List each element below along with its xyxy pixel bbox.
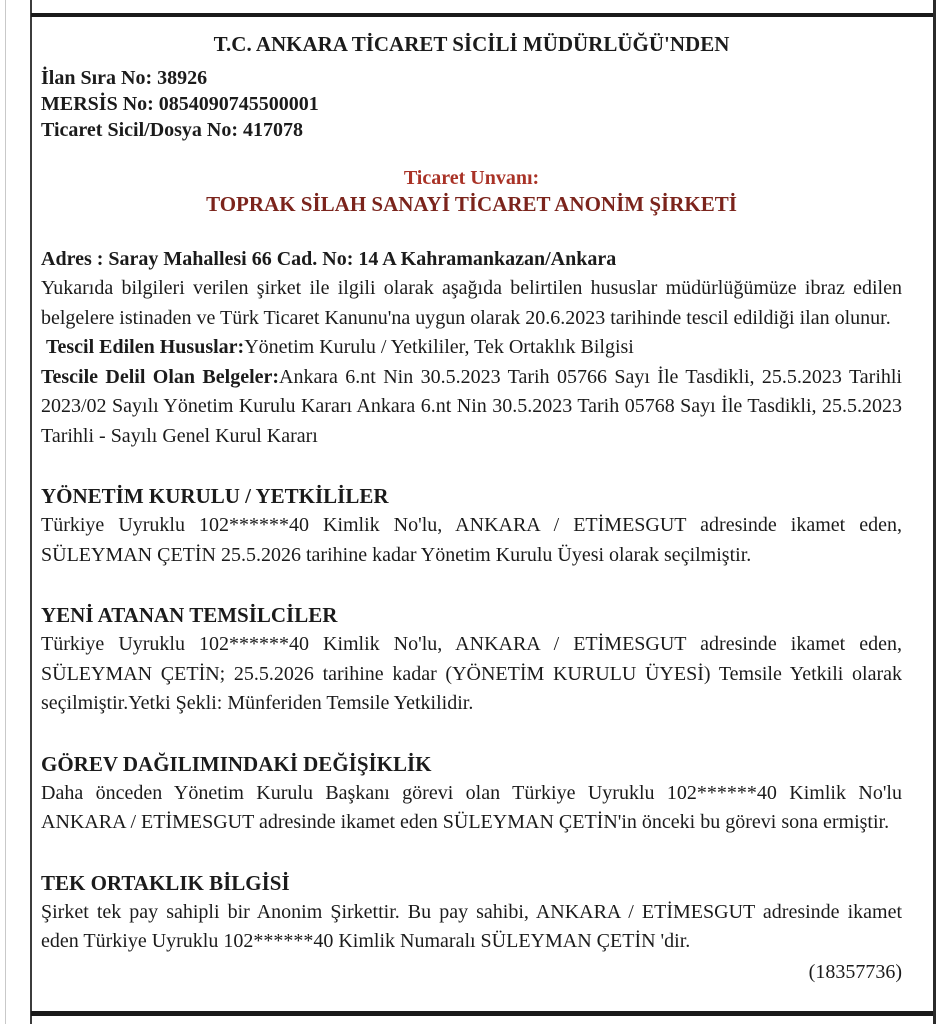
section-role-change-body: Daha önceden Yönetim Kurulu Başkanı görevi olan Türkiye Uyruklu 102******40 Kimlik No'lu ANKARA / ETİMESGUT adresinde ikamet eden SÜLEYMAN ÇETİN'in önceki bu görevi sona ermiştir. <box>41 781 902 833</box>
address-line: Adres : Saray Mahallesi 66 Cad. No: 14 A Kahramankazan/Ankara <box>41 248 617 270</box>
section-sole-ownership <box>41 869 902 957</box>
scan-edge-line <box>5 0 6 1024</box>
trade-registry-file-value: 417078 <box>243 119 304 141</box>
mersis-number-value: 0854090745500001 <box>158 93 319 115</box>
announcement-serial-label: İlan Sıra No: <box>41 67 153 89</box>
announcement-serial-value: 38926 <box>157 67 208 89</box>
registered-matters-line <box>41 333 902 363</box>
trade-registry-file-line <box>41 117 902 143</box>
section-role-change <box>41 750 902 838</box>
section-new-representatives-body: Türkiye Uyruklu 102******40 Kimlik No'lu, ANKARA / ETİMESGUT adresinde ikamet eden, SÜLEYMAN ÇETİN; 25.5.2026 tarihine kadar (YÖNETİM KURULU ÜYESİ) Temsile Yetkili olarak seçilmiştir.Yetki Şekli: Münferiden Temsile Yetkilidir. <box>41 633 902 714</box>
trade-name-label: Ticaret Unvanı: <box>403 167 540 189</box>
evidence-documents-value: Ankara 6.nt Nin 30.5.2023 Tarih 05766 Sayı İle Tasdikli, 25.5.2023 Tarihli 2023/02 Sayılı Yönetim Kurulu Kararı Ankara 6.nt Nin 30.5.2023 Tarih 05768 Sayı İle Tasdikli, 25.5.2023 Tarihli - Sayılı Genel Kurul Kararı <box>41 365 902 447</box>
registered-matters-value: Yönetim Kurulu / Yetkililer, Tek Ortaklık Bilgisi <box>244 336 634 358</box>
registered-matters-label: Tescil Edilen Hususlar: <box>46 336 245 358</box>
section-sole-ownership-body: Şirket tek pay sahipli bir Anonim Şirkettir. Bu pay sahibi, ANKARA / ETİMESGUT adresinde ikamet eden Türkiye Uyruklu 102******40 Kimlik Numaralı SÜLEYMAN ÇETİN 'dir. <box>41 900 902 952</box>
intro-paragraph: Yukarıda bilgileri verilen şirket ile ilgili olarak aşağıda belirtilen hususlar müdürlüğümüze ibraz edilen belgelere istinaden ve Türk Ticaret Kanunu'na uygun olarak 20.6.2023 tarihinde tescil edildiği ilan olunur. <box>41 277 902 329</box>
announcement-serial-line <box>41 65 902 91</box>
trade-name-block <box>41 165 902 218</box>
mersis-number-line <box>41 91 902 117</box>
section-board-members-body: Türkiye Uyruklu 102******40 Kimlik No'lu, ANKARA / ETİMESGUT adresinde ikamet eden, SÜLEYMAN ÇETİN 25.5.2026 tarihine kadar Yönetim Kurulu Üyesi olarak seçilmiştir. <box>41 514 902 566</box>
section-role-change-heading: GÖREV DAĞILIMINDAKİ DEĞİŞİKLİK <box>41 751 432 776</box>
evidence-documents-label: Tescile Delil Olan Belgeler: <box>41 365 280 388</box>
announcement-number: (18357736) <box>808 960 902 983</box>
bottom-border-rule <box>31 1011 933 1016</box>
registry-office-title: T.C. ANKARA TİCARET SİCİLİ MÜDÜRLÜĞÜ'NDEN <box>213 32 730 56</box>
trade-registry-file-label: Ticaret Sicil/Dosya No: <box>41 119 239 141</box>
section-new-representatives-heading: YENİ ATANAN TEMSİLCİLER <box>41 603 338 627</box>
section-new-representatives <box>41 601 902 719</box>
section-board-members-heading: YÖNETİM KURULU / YETKİLİLER <box>41 484 389 508</box>
section-board-members <box>41 482 902 570</box>
left-border-rule <box>30 0 32 1024</box>
right-border-rule <box>933 0 936 1024</box>
mersis-number-label: MERSİS No: <box>41 93 154 115</box>
document-content <box>41 0 902 987</box>
registry-meta-block <box>41 65 902 143</box>
section-sole-ownership-heading: TEK ORTAKLIK BİLGİSİ <box>41 870 290 895</box>
company-name: TOPRAK SİLAH SANAYİ TİCARET ANONİM ŞİRKETİ <box>206 192 737 216</box>
evidence-documents-paragraph <box>41 363 902 452</box>
